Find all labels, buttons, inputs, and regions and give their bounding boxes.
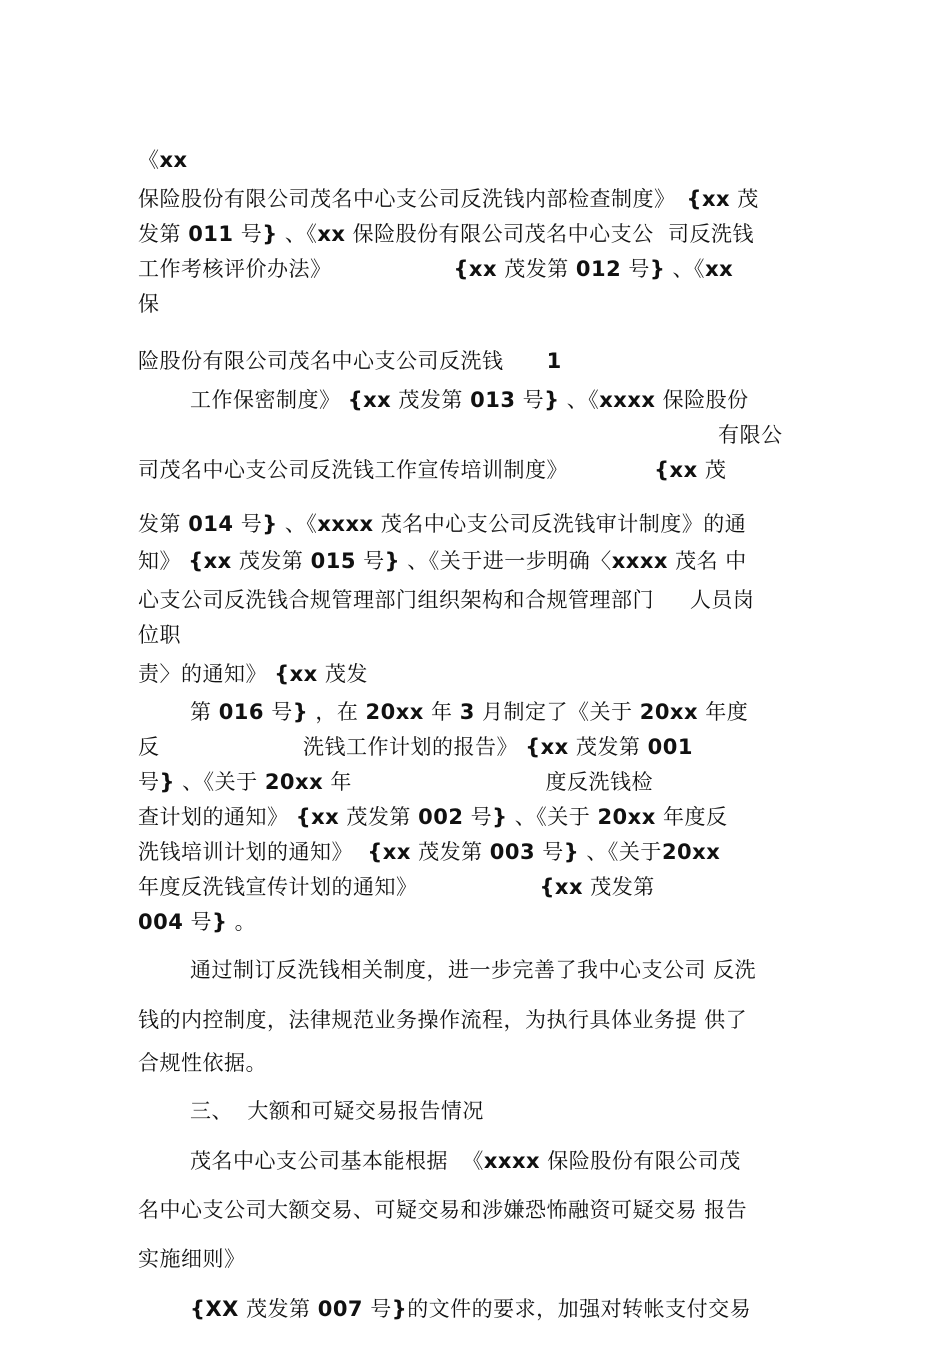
text-line: 司茂名中心支公司反洗钱工作宣传培训制度》 {xx 茂 bbox=[138, 458, 727, 482]
text-line: 钱的内控制度，法律规范业务操作流程，为执行具体业务提 供了 bbox=[138, 1008, 748, 1032]
text-line: 《xx bbox=[138, 148, 188, 172]
text-line: 位职 bbox=[138, 623, 181, 647]
text-line: 第 016 号} ，在 20xx 年 3 月制定了《关于 20xx 年度 bbox=[190, 700, 749, 724]
text-line: {XX 茂发第 007 号}的文件的要求，加强对转帐支付交易 bbox=[190, 1297, 752, 1321]
text-line: 责〉的通知》 {xx 茂发 bbox=[138, 662, 368, 686]
text-line: 号} 、《关于 20xx 年 度反洗钱检 bbox=[138, 770, 654, 794]
text-line: 年度反洗钱宣传计划的通知》 {xx 茂发第 bbox=[138, 875, 655, 899]
text-line: 工作保密制度》 {xx 茂发第 013 号} 、《xxxx 保险股份 bbox=[190, 388, 749, 412]
text-line: 保险股份有限公司茂名中心支公司反洗钱内部检查制度》 {xx 茂 bbox=[138, 187, 759, 211]
text-line: 险股份有限公司茂名中心支公司反洗钱 1 bbox=[138, 349, 562, 373]
text-line: 004 号} 。 bbox=[138, 910, 257, 934]
text-line: 名中心支公司大额交易、可疑交易和涉嫌恐怖融资可疑交易 报告 bbox=[138, 1198, 748, 1222]
text-line: 有限公 bbox=[718, 423, 783, 447]
text-line: 发第 011 号} 、《xx 保险股份有限公司茂名中心支公 司反洗钱 bbox=[138, 222, 754, 246]
text-line: 洗钱培训计划的通知》 {xx 茂发第 003 号} 、《关于20xx bbox=[138, 840, 721, 864]
text-line: 查计划的通知》 {xx 茂发第 002 号} 、《关于 20xx 年度反 bbox=[138, 805, 728, 829]
text-line: 保 bbox=[138, 292, 160, 316]
text-line: 知》 {xx 茂发第 015 号} 、《关于进一步明确〈xxxx 茂名 中 bbox=[138, 549, 747, 573]
text-line: 发第 014 号} 、《xxxx 茂名中心支公司反洗钱审计制度》的通 bbox=[138, 512, 747, 536]
text-line: 反 洗钱工作计划的报告》 {xx 茂发第 001 bbox=[138, 735, 693, 759]
text-line: 合规性依据。 bbox=[138, 1051, 267, 1075]
text-line: 工作考核评价办法》 {xx 茂发第 012 号} 、《xx bbox=[138, 257, 734, 281]
text-line: 实施细则》 bbox=[138, 1247, 246, 1271]
text-line: 心支公司反洗钱合规管理部门组织架构和合规管理部门 人员岗 bbox=[138, 588, 755, 612]
text-line: 茂名中心支公司基本能根据 《xxxx 保险股份有限公司茂 bbox=[190, 1149, 741, 1173]
text-line: 三、 大额和可疑交易报告情况 bbox=[190, 1099, 484, 1123]
text-line: 通过制订反洗钱相关制度，进一步完善了我中心支公司 反洗 bbox=[190, 958, 757, 982]
